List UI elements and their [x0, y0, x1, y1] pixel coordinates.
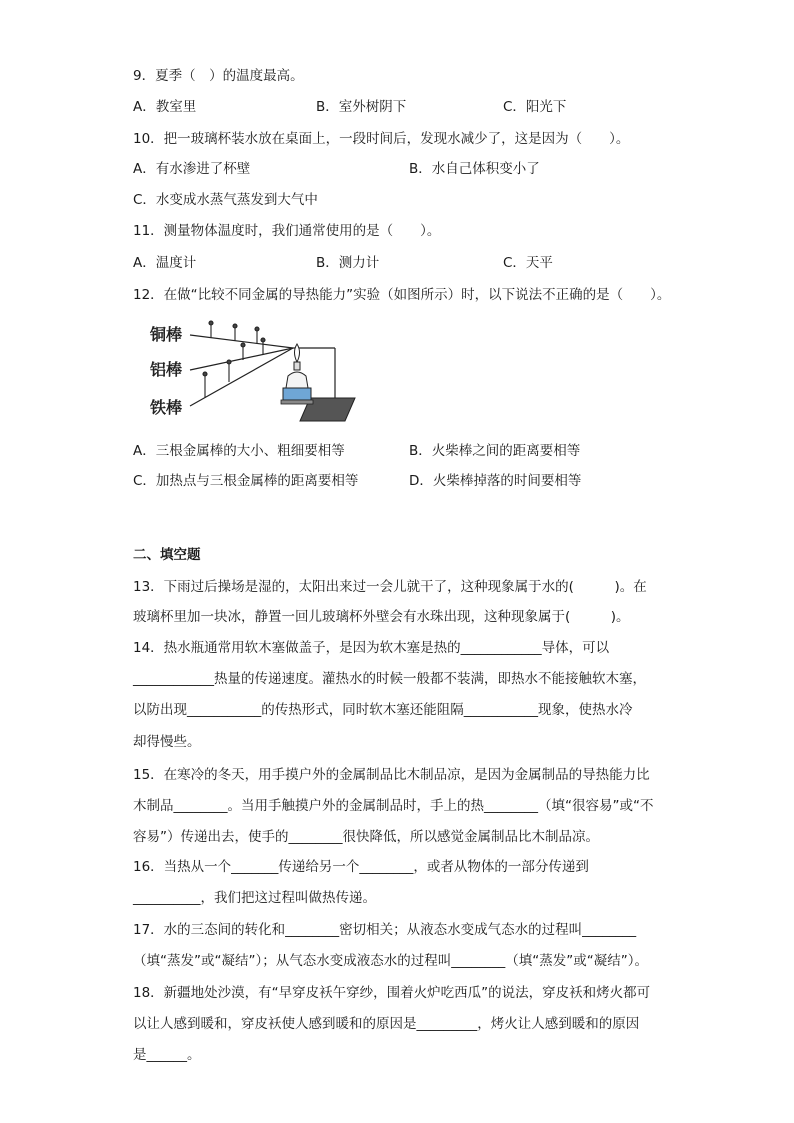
figure-label-aluminum: 铝棒: [150, 360, 183, 379]
question-11-option-c[interactable]: C．天平: [503, 255, 553, 271]
question-12-option-c[interactable]: C．加热点与三根金属棒的距离要相等: [133, 473, 359, 489]
question-16-line-1: 16．当热从一个_______传递给另一个________，或者从物体的一部分传递到: [133, 859, 589, 875]
question-11-option-a[interactable]: A．温度计: [133, 255, 197, 271]
question-13-line-2: 玻璃杯里加一块冰，静置一回儿玻璃杯外壁会有水珠出现，这种现象属于( )。: [133, 609, 630, 625]
question-10-stem: 10．把一玻璃杯装水放在桌面上，一段时间后，发现水减少了，这是因为（ ）。: [133, 131, 630, 147]
question-11-stem: 11．测量物体温度时，我们通常使用的是（ ）。: [133, 223, 441, 239]
question-18-line-2: 以让人感到暖和，穿皮袄使人感到暖和的原因是_________，烤火让人感到暖和的原因: [133, 1016, 640, 1032]
question-15-line-3: 容易”）传递出去，使手的________很快降低，所以感觉金属制品比木制品凉。: [133, 829, 599, 845]
question-10-option-b[interactable]: B．水自己体积变小了: [409, 161, 540, 177]
lamp-wick-holder: [294, 362, 300, 370]
aluminum-rod: [190, 348, 293, 370]
lamp-fuel: [283, 388, 311, 400]
flame-icon: [295, 344, 300, 362]
question-18-line-1: 18．新疆地处沙漠，有“早穿皮袄午穿纱，围着火炉吃西瓜”的说法，穿皮袄和烤火都可: [133, 985, 651, 1001]
question-12-stem: 12．在做“比较不同金属的导热能力”实验（如图所示）时，以下说法不正确的是（ ）。: [133, 287, 671, 303]
question-18-line-3: 是______。: [133, 1047, 201, 1063]
metal-rods-experiment-figure: [145, 318, 360, 423]
question-11-option-b[interactable]: B．测力计: [316, 255, 380, 271]
question-17-line-1: 17．水的三态间的转化和________密切相关；从液态水变成气态水的过程叫________: [133, 922, 637, 938]
question-9-option-c[interactable]: C．阳光下: [503, 99, 567, 115]
question-14-line-3: 以防出现___________的传热形式，同时软木塞还能阻隔___________现象，使热水冷: [133, 702, 633, 718]
lamp-base: [281, 400, 313, 404]
question-16-line-2: __________，我们把这过程叫做热传递。: [133, 890, 376, 906]
question-10-option-a[interactable]: A．有水渗进了杯壁: [133, 161, 251, 177]
question-12-option-b[interactable]: B．火柴棒之间的距离要相等: [409, 443, 581, 459]
question-9-option-a[interactable]: A．教室里: [133, 99, 197, 115]
figure-label-iron: 铁棒: [150, 398, 183, 417]
question-14-line-1: 14．热水瓶通常用软木塞做盖子，是因为软木塞是热的____________导体，可以: [133, 640, 610, 656]
question-12-option-a[interactable]: A．三根金属棒的大小、粗细要相等: [133, 443, 345, 459]
question-9-option-b[interactable]: B．室外树阴下: [316, 99, 407, 115]
question-14-line-4: 却得慢些。: [133, 734, 201, 750]
section-title-fill-in: 二、填空题: [133, 547, 201, 563]
question-9-stem: 9．夏季（ ）的温度最高。: [133, 68, 304, 84]
question-13-line-1: 13．下雨过后操场是湿的，太阳出来过一会儿就干了，这种现象属于水的( )。在: [133, 579, 647, 595]
question-14-line-2: ____________热量的传递速度。灌热水的时候一般都不装满，即热水不能接触软木塞，: [133, 671, 646, 687]
question-17-line-2: （填“蒸发”或“凝结”）；从气态水变成液态水的过程叫________（填“蒸发”或“凝结”）。: [133, 953, 648, 969]
question-15-line-1: 15．在寒冷的冬天，用手摸户外的金属制品比木制品凉，是因为金属制品的导热能力比: [133, 767, 650, 783]
matchsticks: [203, 321, 265, 398]
question-15-line-2: 木制品________。当用手触摸户外的金属制品时，手上的热________（填“很容易”或“不: [133, 798, 654, 814]
question-10-option-c[interactable]: C．水变成水蒸气蒸发到大气中: [133, 192, 318, 208]
question-12-option-d[interactable]: D．火柴棒掉落的时间要相等: [409, 473, 582, 489]
figure-label-copper: 铜棒: [150, 325, 183, 344]
